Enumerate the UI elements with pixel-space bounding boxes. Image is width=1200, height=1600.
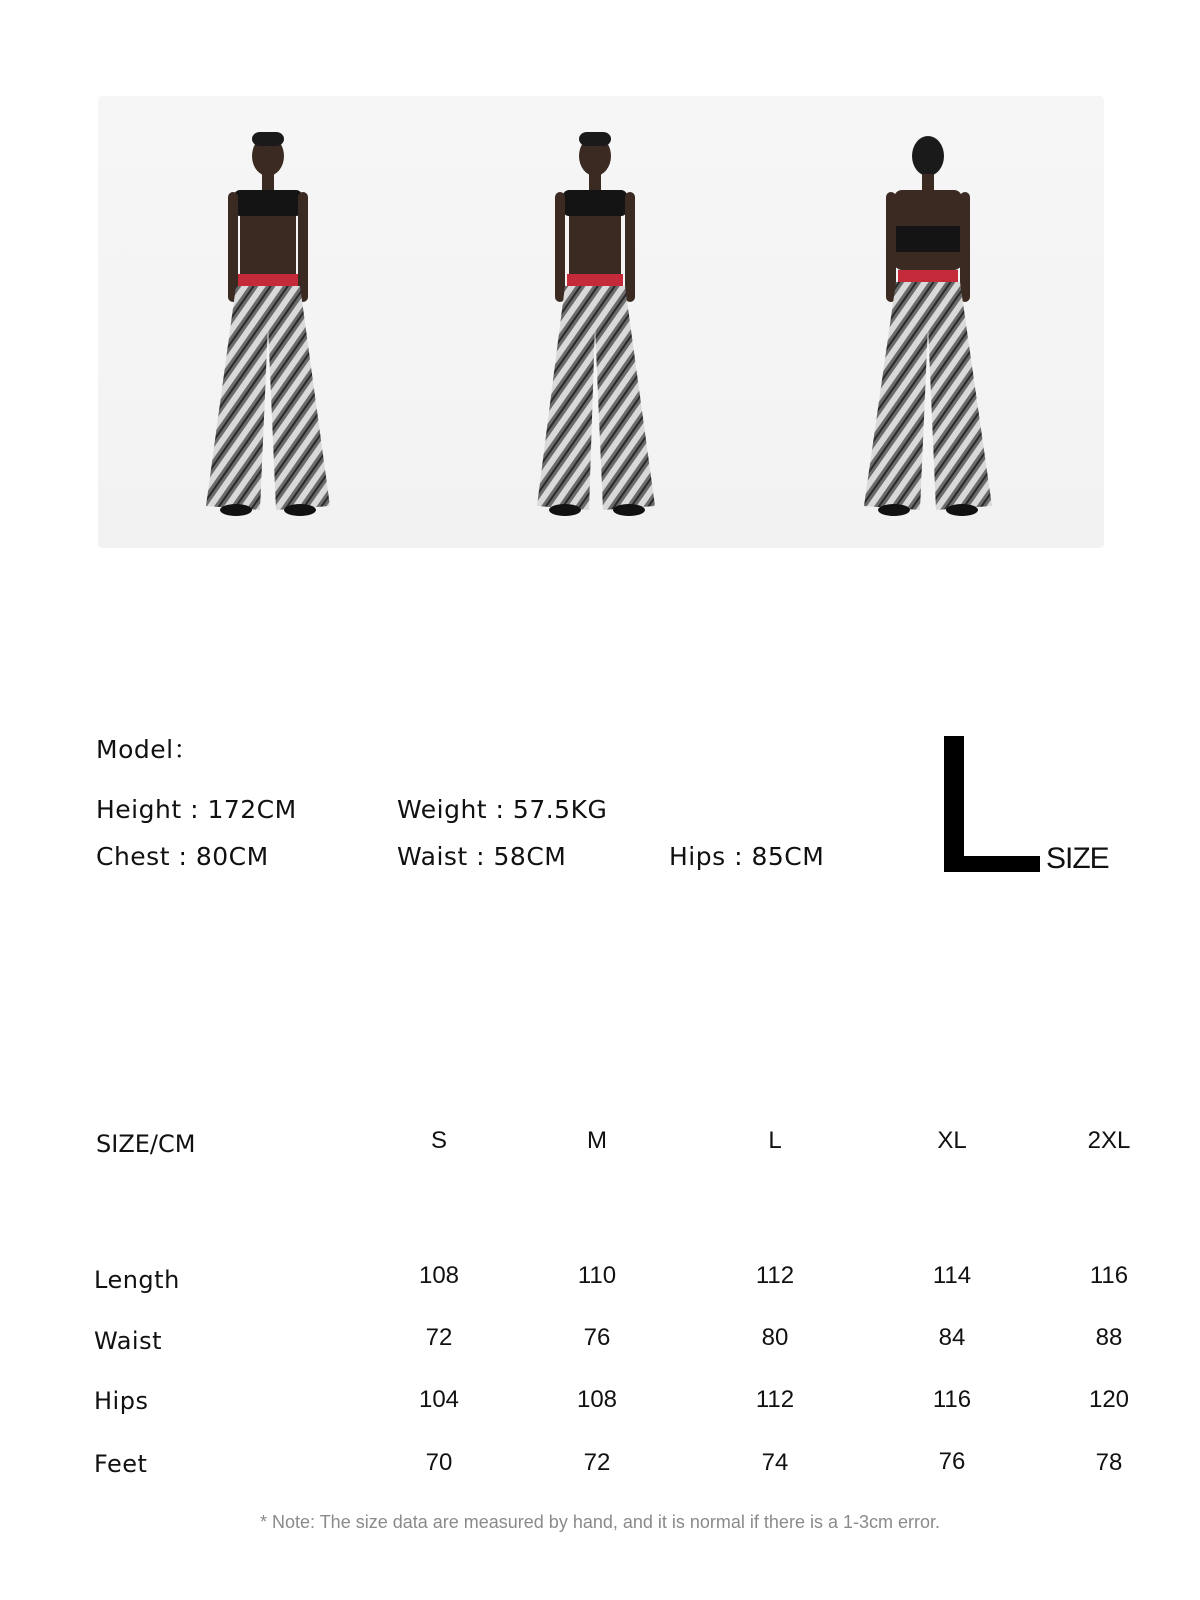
size-table-header-label: SIZE/CM [96,1130,196,1158]
table-cell: 116 [1089,1262,1129,1289]
table-cell: 76 [583,1324,611,1351]
table-cell: 84 [938,1324,966,1351]
model-height: Height : 172CM [96,795,297,824]
model-back-view [864,136,992,516]
model-waist: Waist : 58CM [397,842,567,871]
table-cell: 76 [938,1448,966,1475]
row-label-length: Length [94,1266,180,1294]
table-cell: 114 [932,1262,972,1289]
row-label-waist: Waist [94,1327,162,1355]
size-col-xl: XL [937,1127,967,1154]
model-heading: Model： [96,735,200,764]
table-cell: 112 [755,1262,795,1289]
size-badge-letter [944,736,1040,872]
size-col-2xl: 2XL [1087,1127,1131,1154]
size-col-l: L [768,1127,782,1154]
table-cell: 70 [425,1449,453,1476]
table-cell: 74 [761,1449,789,1476]
table-cell: 120 [1088,1386,1130,1413]
table-cell: 78 [1095,1449,1123,1476]
table-cell: 112 [755,1386,795,1413]
model-front-view [206,132,330,516]
table-cell: 72 [425,1324,453,1351]
model-photos [98,96,1104,548]
row-label-hips: Hips [94,1387,149,1415]
table-cell: 108 [576,1386,618,1413]
model-side-view [537,132,655,516]
model-weight: Weight : 57.5KG [397,795,608,824]
measurement-note: * Note: The size data are measured by hand, and it is normal if there is a 1-3cm error. [259,1512,940,1532]
table-cell: 108 [418,1262,460,1289]
table-cell: 110 [577,1262,617,1289]
table-cell: 72 [583,1449,611,1476]
model-hips: Hips : 85CM [669,842,825,871]
row-label-feet: Feet [94,1450,148,1478]
table-cell: 88 [1095,1324,1123,1351]
table-cell: 80 [761,1324,789,1351]
table-cell: 116 [932,1386,972,1413]
table-cell: 104 [418,1386,460,1413]
size-col-s: S [430,1127,447,1154]
size-badge-word: SIZE [1046,842,1109,875]
size-col-m: M [587,1127,607,1154]
product-photo-strip [98,96,1104,548]
model-chest: Chest : 80CM [96,842,269,871]
